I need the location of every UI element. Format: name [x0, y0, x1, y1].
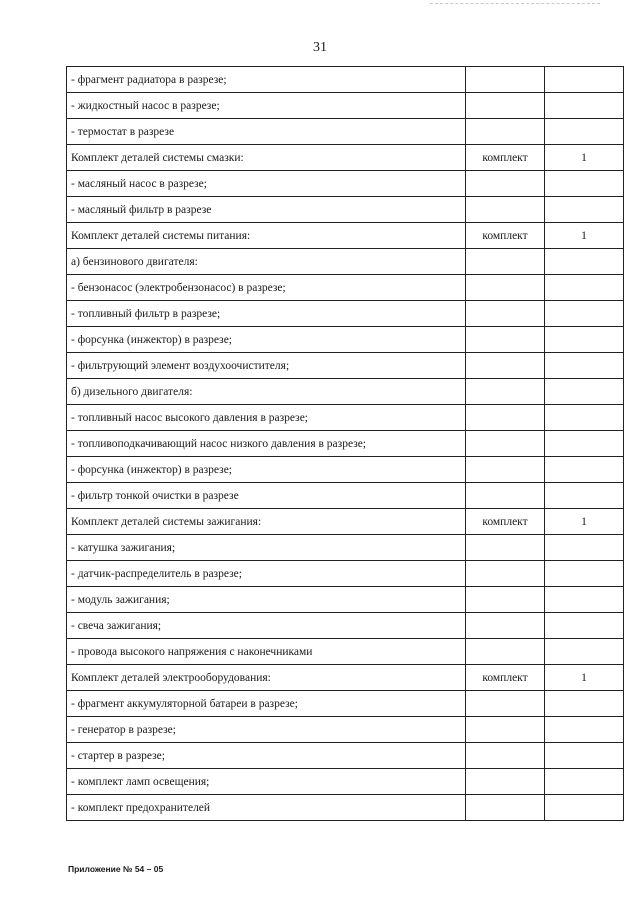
item-quantity-cell [545, 249, 624, 275]
table-row [67, 691, 624, 717]
item-unit-cell [466, 639, 545, 665]
item-quantity-cell [545, 561, 624, 587]
table-row [67, 275, 624, 301]
scan-artifact-line [430, 3, 600, 5]
table-row [67, 769, 624, 795]
item-name-cell: - датчик-распределитель в разрезе; [67, 561, 466, 587]
item-quantity-cell [545, 327, 624, 353]
table-row [67, 379, 624, 405]
item-name-cell: - фрагмент аккумуляторной батареи в разрезе; [67, 691, 466, 717]
item-quantity-cell [545, 535, 624, 561]
table-row [67, 249, 624, 275]
item-unit-cell [466, 431, 545, 457]
item-quantity-cell [545, 587, 624, 613]
item-quantity-cell [545, 275, 624, 301]
item-quantity-cell: 1 [545, 145, 624, 171]
item-quantity-cell [545, 171, 624, 197]
item-name-cell: - термостат в разрезе [67, 119, 466, 145]
item-unit-cell: комплект [466, 145, 545, 171]
item-unit-cell [466, 795, 545, 821]
item-quantity-cell [545, 353, 624, 379]
item-unit-cell [466, 275, 545, 301]
table-row [67, 197, 624, 223]
item-unit-cell [466, 561, 545, 587]
table-row [67, 561, 624, 587]
item-name-cell: - комплект ламп освещения; [67, 769, 466, 795]
item-quantity-cell [545, 431, 624, 457]
item-quantity-cell: 1 [545, 509, 624, 535]
table-row [67, 639, 624, 665]
item-quantity-cell [545, 301, 624, 327]
equipment-table [66, 66, 624, 821]
table-row [67, 119, 624, 145]
item-quantity-cell [545, 769, 624, 795]
item-unit-cell [466, 535, 545, 561]
item-name-cell: - топливный фильтр в разрезе; [67, 301, 466, 327]
table-row [67, 795, 624, 821]
table-row [67, 717, 624, 743]
item-name-cell: Комплект деталей системы смазки: [67, 145, 466, 171]
item-quantity-cell [545, 93, 624, 119]
item-name-cell: Комплект деталей электрооборудования: [67, 665, 466, 691]
table-row [67, 93, 624, 119]
item-name-cell: - форсунка (инжектор) в разрезе; [67, 327, 466, 353]
item-quantity-cell [545, 613, 624, 639]
item-unit-cell [466, 457, 545, 483]
item-unit-cell [466, 769, 545, 795]
table-row [67, 743, 624, 769]
item-name-cell: - бензонасос (электробензонасос) в разрезе; [67, 275, 466, 301]
table-row [67, 223, 624, 249]
item-name-cell: Комплект деталей системы зажигания: [67, 509, 466, 535]
item-unit-cell [466, 327, 545, 353]
item-quantity-cell [545, 67, 624, 93]
item-unit-cell: комплект [466, 223, 545, 249]
item-name-cell: - катушка зажигания; [67, 535, 466, 561]
table-row [67, 483, 624, 509]
item-name-cell: - провода высокого напряжения с наконечниками [67, 639, 466, 665]
item-quantity-cell [545, 379, 624, 405]
item-quantity-cell [545, 795, 624, 821]
equipment-table-body [67, 67, 624, 821]
item-quantity-cell: 1 [545, 223, 624, 249]
item-unit-cell [466, 93, 545, 119]
item-unit-cell: комплект [466, 665, 545, 691]
table-row [67, 353, 624, 379]
item-name-cell: - фильтрующий элемент воздухоочистителя; [67, 353, 466, 379]
item-name-cell: - фрагмент радиатора в разрезе; [67, 67, 466, 93]
item-unit-cell [466, 613, 545, 639]
footer-appendix-label: Приложение № 54 – 05 [68, 864, 164, 874]
item-unit-cell [466, 67, 545, 93]
table-row [67, 665, 624, 691]
item-unit-cell [466, 743, 545, 769]
table-row [67, 301, 624, 327]
table-row [67, 327, 624, 353]
item-unit-cell [466, 691, 545, 717]
item-name-cell: - комплект предохранителей [67, 795, 466, 821]
item-quantity-cell [545, 197, 624, 223]
item-unit-cell [466, 119, 545, 145]
item-name-cell: - генератор в разрезе; [67, 717, 466, 743]
item-name-cell: - топливный насос высокого давления в разрезе; [67, 405, 466, 431]
item-unit-cell [466, 483, 545, 509]
table-row [67, 405, 624, 431]
item-quantity-cell [545, 639, 624, 665]
item-name-cell: - стартер в разрезе; [67, 743, 466, 769]
item-quantity-cell [545, 691, 624, 717]
item-name-cell: - фильтр тонкой очистки в разрезе [67, 483, 466, 509]
item-name-cell: - форсунка (инжектор) в разрезе; [67, 457, 466, 483]
item-name-cell: - масляный насос в разрезе; [67, 171, 466, 197]
item-unit-cell [466, 405, 545, 431]
item-quantity-cell [545, 483, 624, 509]
table-row [67, 431, 624, 457]
item-quantity-cell: 1 [545, 665, 624, 691]
item-name-cell: Комплект деталей системы питания: [67, 223, 466, 249]
table-row [67, 535, 624, 561]
table-row [67, 613, 624, 639]
item-quantity-cell [545, 119, 624, 145]
item-name-cell: б) дизельного двигателя: [67, 379, 466, 405]
page-number: 31 [313, 40, 327, 55]
item-name-cell: - масляный фильтр в разрезе [67, 197, 466, 223]
item-unit-cell [466, 353, 545, 379]
item-name-cell: а) бензинового двигателя: [67, 249, 466, 275]
item-unit-cell [466, 249, 545, 275]
item-quantity-cell [545, 717, 624, 743]
item-name-cell: - жидкостный насос в разрезе; [67, 93, 466, 119]
table-row [67, 509, 624, 535]
table-row [67, 145, 624, 171]
table-row [67, 457, 624, 483]
item-name-cell: - модуль зажигания; [67, 587, 466, 613]
item-name-cell: - свеча зажигания; [67, 613, 466, 639]
item-quantity-cell [545, 405, 624, 431]
table-row [67, 171, 624, 197]
item-unit-cell: комплект [466, 509, 545, 535]
item-unit-cell [466, 197, 545, 223]
item-unit-cell [466, 301, 545, 327]
item-name-cell: - топливоподкачивающий насос низкого давления в разрезе; [67, 431, 466, 457]
item-unit-cell [466, 717, 545, 743]
item-unit-cell [466, 379, 545, 405]
item-quantity-cell [545, 457, 624, 483]
item-quantity-cell [545, 743, 624, 769]
table-row [67, 587, 624, 613]
item-unit-cell [466, 171, 545, 197]
item-unit-cell [466, 587, 545, 613]
table-row [67, 67, 624, 93]
